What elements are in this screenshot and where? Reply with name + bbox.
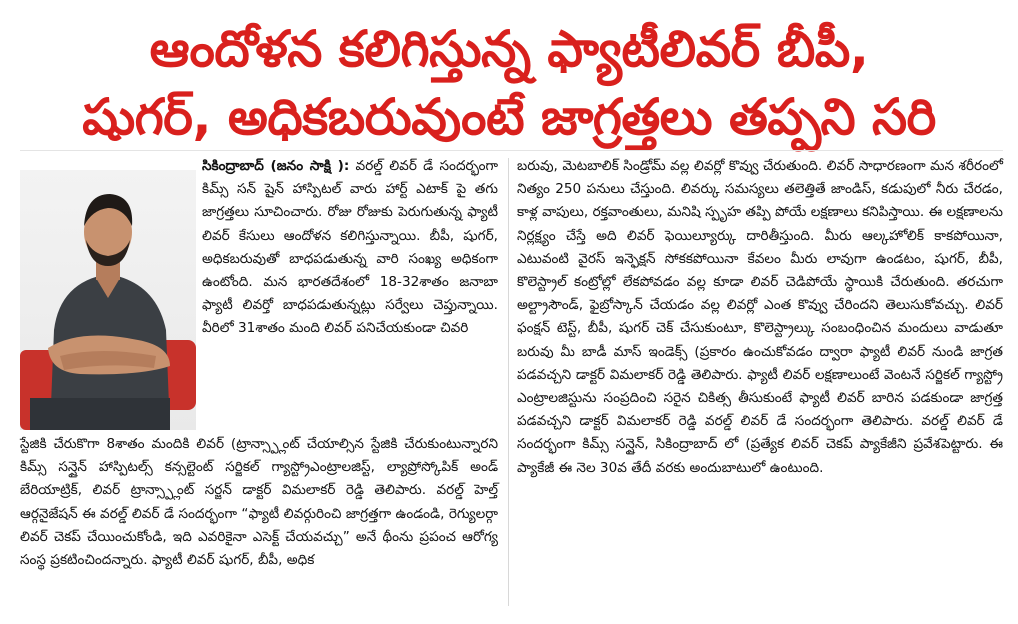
column-1-top-text: వరల్డ్ లివర్ డే సందర్భంగా కిమ్స్ సన్ షైన్ హాస్పిటల్ వారు హార్ట్ ఎటాక్ పై తగు జాగ్రత్తలు సూచించారు. రోజు రోజుకు పెరుగుతున్న ఫ్యాటీ లివర్ కేసులు ఆందోళన కలిగిస్తున్నాయి. బీపీ, షుగర్, అధికబరువుతో బాధపడుతున్న వారి సంఖ్య అధికంగా ఉంటోంది. మన భారతదేశంలో 18-32శాతం జనాబా ఫ్యాటీ లివర్తో బాధపడుతున్నట్లు సర్వేలు చెప్తున్నాయి. వీరిలో 31శాతం మంది లివర్ పనిచేయకుండా చివరి: [202, 158, 498, 337]
header-divider: [20, 150, 1003, 151]
article-column-1-top: [202, 155, 498, 341]
column-divider: [508, 158, 509, 606]
article-column-2: బరువు, మెటబాలిక్ సిండ్రోమ్ వల్ల లివర్లో కొవ్వు చేరుతుంది. లివర్ సాధారణంగా మన శరీరంలో నిత్యం 250 పనులు చేస్తుంది. లివర్కు సమస్యలు తలెత్తితే జాండిస్, కడుపులో నీరు చేరడం, కాళ్ల వాపులు, రక్తవాంతులు, మనిషి స్పృహ తప్పి పోయే లక్షణాలు కనిపిస్తాయి. ఈ లక్షణాలను నిర్లక్ష్యం చేస్తే అది లివర్ ఫెయిల్యూర్కు దారితీస్తుంది. మీరు ఆల్కహోలిక్ కాకపోయినా, ఎటువంటి వైరస్ ఇన్ఫెక్షన్ సోకకపోయినా కేవలం మీరు లావుగా ఉండటం, షుగర్, బీపీ, కొలెస్ట్రాల్ కంట్రోల్లో లేకపోవడం వల్ల కూడా లివర్ చెడిపోయే స్థాయికి చేరుతుంది. తరచుగా అల్ట్రాసౌండ్, ఫైబ్రోస్కాన్ చేయడం వల్ల లివర్లో ఎంత కొవ్వు చేరిందని తెలుసుకోవచ్చు. లివర్ ఫంక్షన్ టెస్ట్, బీపీ, షుగర్ చెక్ చేసుకుంటూ, కొలెస్ట్రాల్కు సంబంధించిన మందులు వాడుతూ బరువు మీ బాడీ మాస్ ఇండెక్స్ (ప్రకారం ఉంచుకోవడం ద్వారా ఫ్యాటీ లివర్ నుండి జాగ్రత పడవచ్చని డాక్టర్ విమలాకర్ రెడ్డి తెలిపారు. ఫ్యాటీ లివర్ లక్షణాలుంటే వెంటనే సర్జికల్ గ్యాస్ట్రో ఎంట్రాలజిస్టును సంప్రదించి సరైన చికిత్స తీసుకుంటే ఫ్యాటీ లివర్ బారిన పడకుండా జాగ్రత్త పడవచ్చని డాక్టర్ విమలాకర్ రెడ్డి వరల్డ్ లివర్ డే సందర్భంగా తెలిపారు. వరల్డ్ లివర్ డే సందర్భంగా కిమ్స్ సన్షైన్, సికింద్రాబాద్ లో (ప్రత్యేక లివర్ చెకప్ ప్యాకేజీని ప్రవేశపెట్టారు. ఈ ప్యాకేజీ ఈ నెల 30వ తేదీ వరకు అందుబాటులో ఉంటుంది.: [517, 158, 1003, 476]
headline-line-2: షుగర్, అధికబరువుంటే జాగ్రత్తలు తప్పని సరి: [82, 88, 936, 146]
byline: సికింద్రాబాద్ (జనం సాక్షి ):: [202, 158, 350, 174]
doctor-photo: [20, 170, 196, 430]
headline-line-1: ఆందోళన కలిగిస్తున్న ఫ్యాటీలివర్ బీపీ,: [149, 20, 869, 78]
doctor-illustration: [20, 170, 196, 430]
article-column-1-bottom: స్టేజికి చేరుకొగా 8శాతం మందికి లివర్ (ట్రాన్స్ప్లాంట్ చేయాల్సిన స్టేజికి చేరుకుంటున్నారని కిమ్స్ సన్షైన్ హాస్పిటల్స్ కన్సల్టెంట్ సర్జికల్ గ్యాస్ట్రోఎంట్రాలజిస్ట్, ల్యాప్రోస్కోపిక్ అండ్ బేరియాట్రిక్, లివర్ ట్రాన్స్ప్లాంట్ సర్జన్ డాక్టర్ విమలాకర్ రెడ్డి తెలిపారు. వరల్డ్ హెల్త్ ఆర్గనైజేషన్ ఈ వరల్డ్ లివర్ డే సందర్భంగా “ఫ్యాటీ లివర్గురించి జాగ్రత్తగా ఉండండి, రెగ్యులర్గా లివర్ చెకప్ చేయించుకోండి, ఇది ఎవరికైనా ఎసెక్ట్ చేయవచ్చు” అనే థీంను ప్రపంచ ఆరోగ్య సంస్థ ప్రకటించిందన్నారు. ఫ్యాటీ లివర్ షుగర్, బీపీ, అధిక: [20, 436, 498, 569]
